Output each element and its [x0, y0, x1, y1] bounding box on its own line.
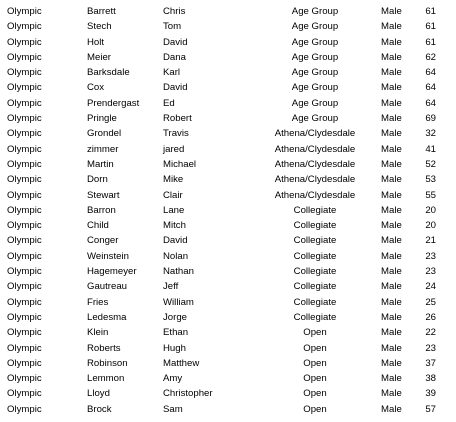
age-cell: 69 [425, 113, 436, 125]
first-name-cell: Lane [163, 204, 185, 216]
age-cell: 41 [425, 143, 436, 155]
age-cell: 23 [425, 266, 436, 278]
last-name-cell: Conger [87, 235, 119, 247]
first-name-cell: Clair [163, 189, 183, 201]
division-cell: Age Group [291, 82, 339, 94]
division-cell: Athena/Clydesdale [274, 143, 356, 155]
table-row [0, 157, 456, 172]
first-name-cell: jared [163, 143, 185, 155]
division-cell: Collegiate [293, 281, 337, 293]
last-name-cell: Brock [87, 403, 112, 415]
division-cell: Athena/Clydesdale [274, 174, 356, 186]
division-cell: Collegiate [293, 235, 337, 247]
table-row [0, 142, 456, 157]
last-name-cell: Roberts [87, 342, 121, 354]
age-cell: 26 [425, 311, 436, 323]
last-name-cell: Lloyd [87, 388, 110, 400]
first-name-cell: Robert [163, 113, 192, 125]
gender-cell: Male [381, 250, 402, 262]
table-row [0, 264, 456, 279]
age-cell: 64 [425, 82, 436, 94]
last-name-cell: Stech [87, 21, 112, 33]
table-row [0, 279, 456, 294]
last-name-cell: Pringle [87, 113, 117, 125]
table-row [0, 356, 456, 371]
last-name-cell: Prendergast [87, 97, 140, 109]
race-cell: Olympic [7, 128, 42, 140]
gender-cell: Male [381, 6, 402, 17]
last-name-cell: Child [87, 220, 109, 232]
first-name-cell: Travis [163, 128, 189, 140]
first-name-cell: Ethan [163, 327, 189, 339]
first-name-cell: William [163, 296, 194, 308]
race-cell: Olympic [7, 388, 42, 400]
table-row [0, 126, 456, 141]
age-cell: 20 [425, 220, 436, 232]
race-cell: Olympic [7, 189, 42, 201]
gender-cell: Male [381, 143, 402, 155]
last-name-cell: Barrett [87, 6, 116, 17]
gender-cell: Male [381, 51, 402, 63]
age-cell: 32 [425, 128, 436, 140]
division-cell: Open [303, 403, 327, 415]
last-name-cell: Holt [87, 36, 105, 48]
gender-cell: Male [381, 296, 402, 308]
first-name-cell: Amy [163, 373, 183, 385]
gender-cell: Male [381, 373, 402, 385]
first-name-cell: David [163, 36, 188, 48]
division-cell: Age Group [291, 21, 339, 33]
division-cell: Open [303, 357, 327, 369]
last-name-cell: Hagemeyer [87, 266, 137, 278]
last-name-cell: Robinson [87, 357, 128, 369]
division-cell: Open [303, 327, 327, 339]
table-row [0, 50, 456, 65]
table-row [0, 402, 456, 417]
gender-cell: Male [381, 342, 402, 354]
age-cell: 52 [425, 158, 436, 170]
division-cell: Age Group [291, 36, 339, 48]
race-cell: Olympic [7, 204, 42, 216]
age-cell: 23 [425, 250, 436, 262]
last-name-cell: Grondel [87, 128, 122, 140]
first-name-cell: Nathan [163, 266, 194, 278]
last-name-cell: Dorn [87, 174, 108, 186]
last-name-cell: Cox [87, 82, 105, 94]
age-cell: 55 [425, 189, 436, 201]
table-row [0, 203, 456, 218]
last-name-cell: Klein [87, 327, 109, 339]
age-cell: 61 [425, 21, 436, 33]
table-row [0, 218, 456, 233]
table-row [0, 371, 456, 386]
division-cell: Age Group [291, 97, 339, 109]
first-name-cell: Sam [163, 403, 183, 415]
table-row [0, 249, 456, 264]
division-cell: Collegiate [293, 204, 337, 216]
first-name-cell: Jorge [163, 311, 187, 323]
age-cell: 39 [425, 388, 436, 400]
race-cell: Olympic [7, 158, 42, 170]
race-cell: Olympic [7, 51, 42, 63]
gender-cell: Male [381, 36, 402, 48]
gender-cell: Male [381, 128, 402, 140]
race-cell: Olympic [7, 403, 42, 415]
division-cell: Open [303, 342, 327, 354]
division-cell: Athena/Clydesdale [274, 158, 356, 170]
gender-cell: Male [381, 21, 402, 33]
first-name-cell: Michael [163, 158, 197, 170]
age-cell: 61 [425, 6, 436, 17]
first-name-cell: Mike [163, 174, 184, 186]
race-cell: Olympic [7, 21, 42, 33]
age-cell: 64 [425, 67, 436, 79]
race-cell: Olympic [7, 250, 42, 262]
race-cell: Olympic [7, 342, 42, 354]
table-row [0, 386, 456, 401]
first-name-cell: Karl [163, 67, 181, 79]
gender-cell: Male [381, 235, 402, 247]
table-row [0, 188, 456, 203]
gender-cell: Male [381, 281, 402, 293]
division-cell: Collegiate [293, 220, 337, 232]
gender-cell: Male [381, 158, 402, 170]
table-row [0, 96, 456, 111]
race-cell: Olympic [7, 235, 42, 247]
table-row [0, 19, 456, 34]
division-cell: Open [303, 373, 327, 385]
age-cell: 38 [425, 373, 436, 385]
gender-cell: Male [381, 220, 402, 232]
race-cell: Olympic [7, 357, 42, 369]
gender-cell: Male [381, 67, 402, 79]
division-cell: Collegiate [293, 266, 337, 278]
race-cell: Olympic [7, 296, 42, 308]
first-name-cell: Ed [163, 97, 175, 109]
gender-cell: Male [381, 266, 402, 278]
last-name-cell: Meier [87, 51, 111, 63]
race-cell: Olympic [7, 220, 42, 232]
race-cell: Olympic [7, 373, 42, 385]
gender-cell: Male [381, 113, 402, 125]
race-cell: Olympic [7, 266, 42, 278]
first-name-cell: Matthew [163, 357, 200, 369]
last-name-cell: zimmer [87, 143, 119, 155]
gender-cell: Male [381, 311, 402, 323]
last-name-cell: Lemmon [87, 373, 125, 385]
division-cell: Age Group [291, 51, 339, 63]
first-name-cell: Chris [163, 6, 186, 17]
race-cell: Olympic [7, 281, 42, 293]
gender-cell: Male [381, 357, 402, 369]
division-cell: Age Group [291, 6, 339, 17]
gender-cell: Male [381, 97, 402, 109]
division-cell: Athena/Clydesdale [274, 128, 356, 140]
last-name-cell: Fries [87, 296, 109, 308]
age-cell: 37 [425, 357, 436, 369]
division-cell: Collegiate [293, 296, 337, 308]
age-cell: 57 [425, 403, 436, 415]
age-cell: 64 [425, 97, 436, 109]
first-name-cell: Mitch [163, 220, 186, 232]
race-cell: Olympic [7, 6, 42, 17]
division-cell: Age Group [291, 67, 339, 79]
age-cell: 23 [425, 342, 436, 354]
last-name-cell: Barksdale [87, 67, 130, 79]
division-cell: Collegiate [293, 311, 337, 323]
race-cell: Olympic [7, 97, 42, 109]
race-cell: Olympic [7, 113, 42, 125]
age-cell: 20 [425, 204, 436, 216]
roster-table [0, 4, 456, 417]
table-row [0, 233, 456, 248]
last-name-cell: Stewart [87, 189, 120, 201]
last-name-cell: Weinstein [87, 250, 129, 262]
last-name-cell: Ledesma [87, 311, 127, 323]
gender-cell: Male [381, 403, 402, 415]
last-name-cell: Martin [87, 158, 114, 170]
age-cell: 53 [425, 174, 436, 186]
age-cell: 21 [425, 235, 436, 247]
race-cell: Olympic [7, 174, 42, 186]
table-row [0, 35, 456, 50]
table-row [0, 172, 456, 187]
age-cell: 61 [425, 36, 436, 48]
age-cell: 25 [425, 296, 436, 308]
race-cell: Olympic [7, 143, 42, 155]
race-cell: Olympic [7, 67, 42, 79]
first-name-cell: Jeff [163, 281, 179, 293]
race-cell: Olympic [7, 82, 42, 94]
first-name-cell: Dana [163, 51, 186, 63]
table-row [0, 310, 456, 325]
table-row [0, 341, 456, 356]
gender-cell: Male [381, 189, 402, 201]
age-cell: 24 [425, 281, 436, 293]
last-name-cell: Barron [87, 204, 116, 216]
last-name-cell: Gautreau [87, 281, 128, 293]
gender-cell: Male [381, 174, 402, 186]
table-row [0, 80, 456, 95]
race-cell: Olympic [7, 36, 42, 48]
division-cell: Age Group [291, 113, 339, 125]
race-cell: Olympic [7, 311, 42, 323]
age-cell: 62 [425, 51, 436, 63]
table-row [0, 111, 456, 126]
age-cell: 22 [425, 327, 436, 339]
first-name-cell: David [163, 235, 188, 247]
first-name-cell: Nolan [163, 250, 189, 262]
table-row [0, 4, 456, 19]
division-cell: Open [303, 388, 327, 400]
table-row [0, 65, 456, 80]
race-cell: Olympic [7, 327, 42, 339]
gender-cell: Male [381, 388, 402, 400]
division-cell: Collegiate [293, 250, 337, 262]
gender-cell: Male [381, 82, 402, 94]
division-cell: Athena/Clydesdale [274, 189, 356, 201]
table-row [0, 325, 456, 340]
first-name-cell: Christopher [163, 388, 213, 400]
gender-cell: Male [381, 327, 402, 339]
table-row [0, 295, 456, 310]
first-name-cell: Tom [163, 21, 182, 33]
first-name-cell: David [163, 82, 188, 94]
gender-cell: Male [381, 204, 402, 216]
first-name-cell: Hugh [163, 342, 186, 354]
